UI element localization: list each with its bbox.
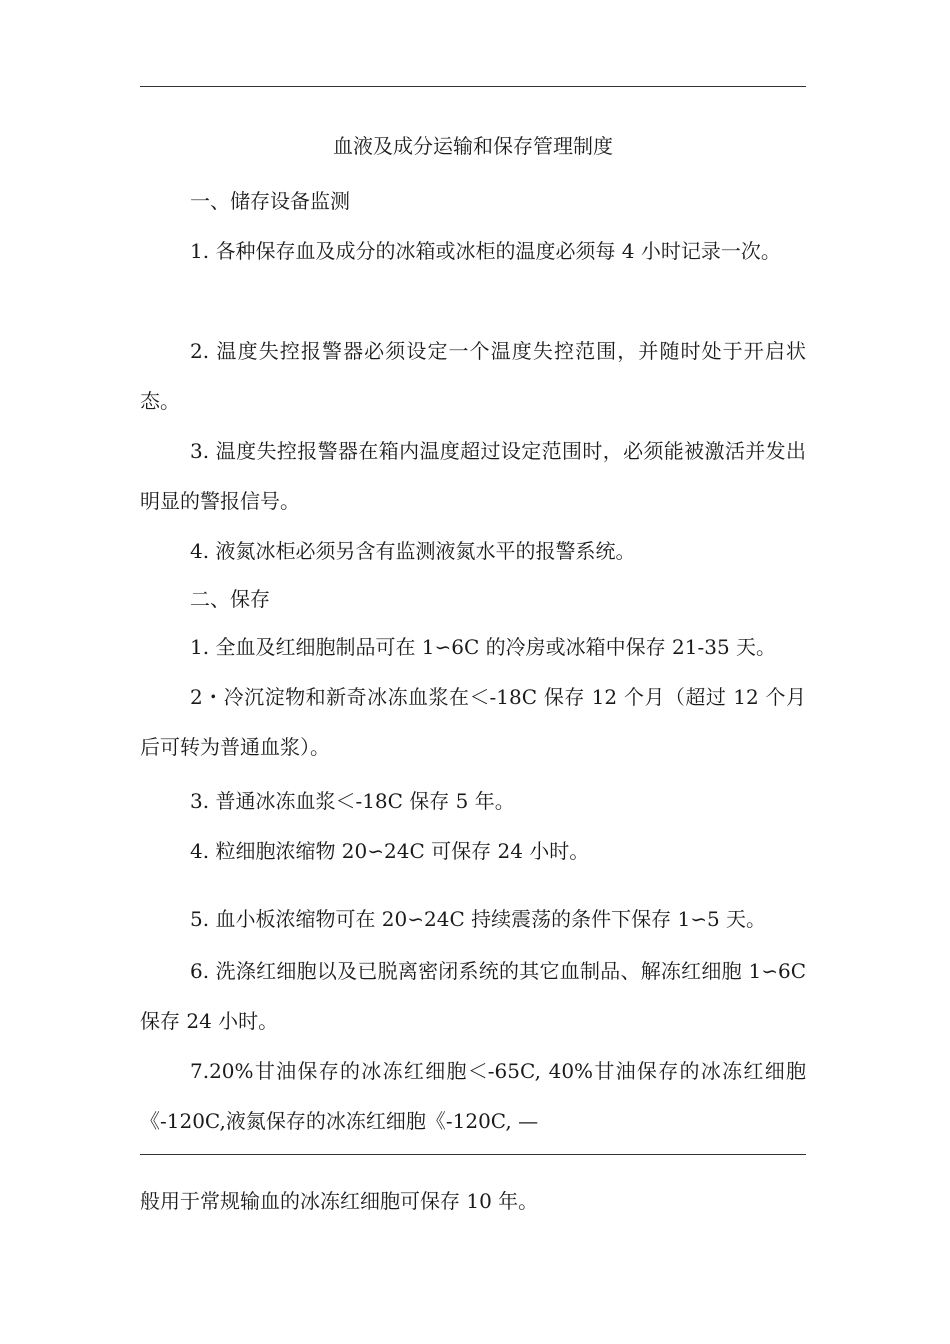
continuation-text: 般用于常规输血的冰冻红细胞可保存 10 年。 xyxy=(140,1189,539,1213)
paragraph-item: 5. 血小板浓缩物可在 20∽24C 持续震荡的条件下保存 1∽5 天。 xyxy=(190,907,767,931)
paragraph-item: 4. 液氮冰柜必须另含有监测液氮水平的报警系统。 xyxy=(190,539,636,563)
page-break-rule xyxy=(140,1154,806,1155)
paragraph-item: 3. 温度失控报警器在箱内温度超过设定范围时，必须能被激活并发出明显的警报信号。 xyxy=(140,439,806,513)
paragraph-item: 7.20%甘油保存的冰冻红细胞＜-65C, 40%甘油保存的冰冻红细胞《-120C,液氮保存的冰冻红细胞《-120C, — xyxy=(140,1059,806,1133)
paragraph-item: 2. 温度失控报警器必须设定一个温度失控范围，并随时处于开启状态。 xyxy=(140,339,806,413)
section-heading-storage: 二、保存 xyxy=(190,587,270,611)
paragraph-item: 2・冷沉淀物和新奇冰冻血浆在＜-18C 保存 12 个月（超过 12 个月后可转为普通血浆）。 xyxy=(140,685,806,759)
section-heading-storage-monitoring: 一、储存设备监测 xyxy=(190,189,350,213)
paragraph-item: 1. 各种保存血及成分的冰箱或冰柜的温度必须每 4 小时记录一次。 xyxy=(190,239,781,263)
paragraph-item: 6. 洗涤红细胞以及已脱离密闭系统的其它血制品、解冻红细胞 1∽6C 保存 24 小时。 xyxy=(140,959,806,1033)
paragraph-item: 1. 全血及红细胞制品可在 1∽6C 的冷房或冰箱中保存 21-35 天。 xyxy=(190,635,777,659)
document-title: 血液及成分运输和保存管理制度 xyxy=(333,134,613,158)
paragraph-item: 3. 普通冰冻血浆＜-18C 保存 5 年。 xyxy=(190,789,515,813)
paragraph-item: 4. 粒细胞浓缩物 20∽24C 可保存 24 小时。 xyxy=(190,839,590,863)
header-rule xyxy=(140,86,806,87)
